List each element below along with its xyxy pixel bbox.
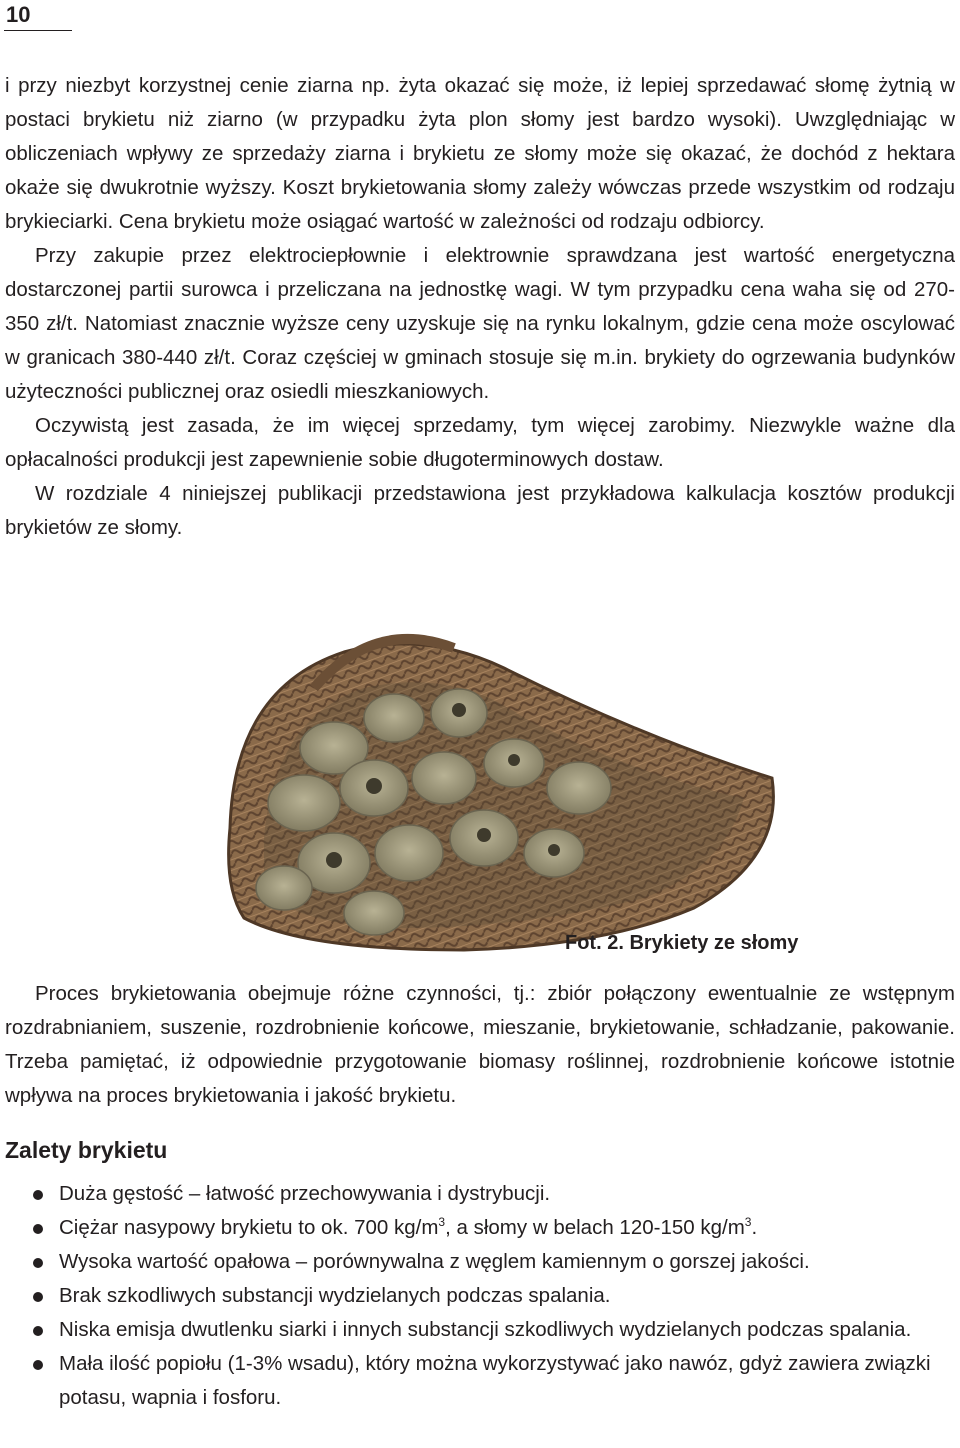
- section-title: Zalety brykietu: [5, 1137, 168, 1163]
- photo-caption: Fot. 2. Brykiety ze słomy: [565, 932, 799, 954]
- superscript: 3: [744, 1215, 752, 1230]
- paragraph-1: i przy niezbyt korzystnej cenie ziarna np. żyta okazać się może, iż lepiej sprzedawać słomę żytnią w postaci brykietu niż ziarno (w przypadku żyta plon słomy jest bardzo wysoki). Uwzględniając w obliczeniach wpływy ze sprzedaży ziarna i brykietu ze słomy może się okazać, że dochód z hektara okaże się dwukrotnie wyższy. Koszt brykietowania słomy zależy wówczas przede wszystkim od rodzaju brykieciarki. Cena brykietu może osiągać wartość w zależności od rodzaju odbiorcy.: [5, 74, 955, 233]
- superscript: 3: [438, 1215, 446, 1230]
- page-number: 10: [6, 2, 31, 27]
- paragraph-4: W rozdziale 4 niniejszej publikacji przedstawiona jest przykładowa kalkulacja kosztów produkcji brykietów ze słomy.: [5, 482, 955, 539]
- list-item: [5, 1211, 955, 1245]
- list-item: [5, 1245, 955, 1279]
- list-item-text: Duża gęstość – łatwość przechowywania i dystrybucji.: [59, 1182, 551, 1205]
- process-text: [5, 977, 955, 1113]
- bullet-icon: [33, 1224, 43, 1234]
- intro-text: [5, 69, 955, 545]
- bullet-icon: [33, 1292, 43, 1302]
- paragraph-3: Oczywistą jest zasada, że im więcej sprzedamy, tym więcej zarobimy. Niezwykle ważne dla opłacalności produkcji jest zapewnienie sobie długoterminowych dostaw.: [5, 414, 955, 471]
- bullet-icon: [33, 1258, 43, 1268]
- list-item: [5, 1347, 955, 1415]
- list-item-text: Mała ilość popiołu (1-3% wsadu), który można wykorzystywać jako nawóz, gdyż zawiera związki potasu, wapnia i fosforu.: [59, 1352, 931, 1409]
- header-rule: [4, 30, 72, 31]
- list-item-text: Wysoka wartość opałowa – porównywalna z węglem kamiennym o gorszej jakości.: [59, 1250, 810, 1273]
- list-item: [5, 1313, 955, 1347]
- list-item-text: Niska emisja dwutlenku siarki i innych substancji szkodliwych wydzielanych podczas spalania.: [59, 1318, 912, 1341]
- process-paragraph: Proces brykietowania obejmuje różne czynności, tj.: zbiór połączony ewentualnie ze wstępnym rozdrabnianiem, suszenie, rozdrobnienie końcowe, mieszanie, brykietowanie, schładzanie, pakowanie. Trzeba pamiętać, iż odpowiednie przygotowanie biomasy roślinnej, rozdrobnienie końcowe istotnie wpływa na proces brykietowania i jakość brykietu.: [5, 982, 955, 1107]
- bullet-icon: [33, 1360, 43, 1370]
- paragraph-2: Przy zakupie przez elektrociepłownie i elektrownie sprawdzana jest wartość energetyczna dostarczonej partii surowca i przeliczana na jednostkę wagi. W tym przypadku cena waha się od 270-350 zł/t. Natomiast znacznie wyższe ceny uzyskuje się na rynku lokalnym, gdzie cena może oscylować w granicach 380-440 zł/t. Coraz częściej w gminach stosuje się m.in. brykiety do ogrzewania budynków użyteczności publicznej oraz osiedli mieszkaniowych.: [5, 244, 955, 403]
- list-item-text: , a słomy w belach 120-150 kg/m: [445, 1216, 745, 1239]
- bullet-icon: [33, 1190, 43, 1200]
- list-item-text: Ciężar nasypowy brykietu to ok. 700 kg/m: [59, 1216, 439, 1239]
- advantages-list: [5, 1177, 955, 1415]
- list-item: [5, 1177, 955, 1211]
- list-item-text: .: [751, 1216, 758, 1239]
- briquette-basket-photo: [224, 628, 778, 952]
- bullet-icon: [33, 1326, 43, 1336]
- list-item: [5, 1279, 955, 1313]
- list-item-text: Brak szkodliwych substancji wydzielanych podczas spalania.: [59, 1284, 611, 1307]
